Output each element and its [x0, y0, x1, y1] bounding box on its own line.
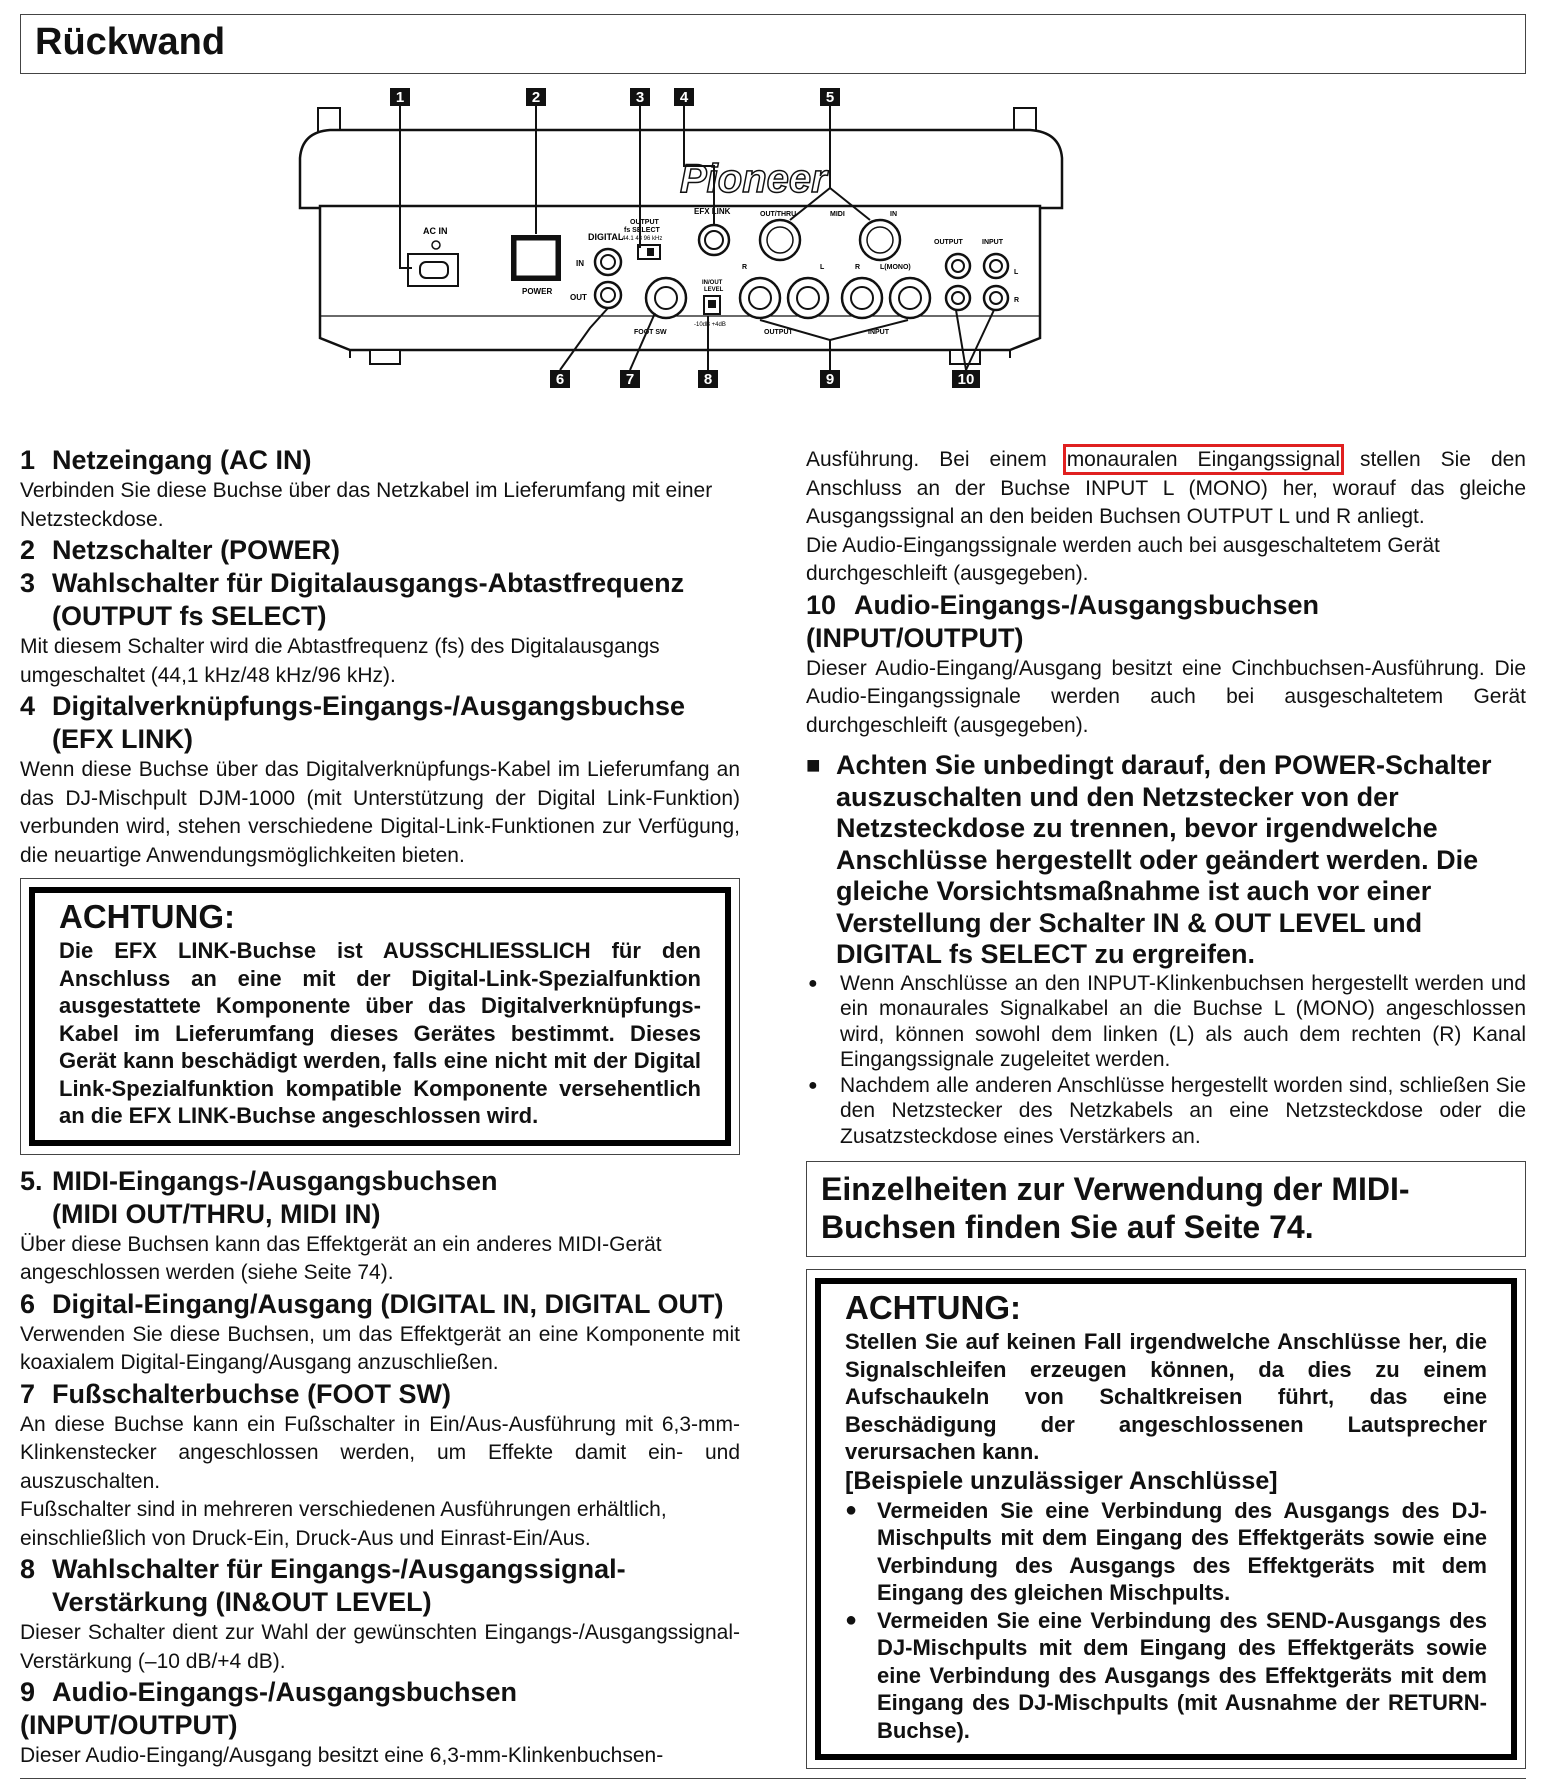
- label-midi-in: IN: [890, 211, 897, 218]
- heading-8-title: Wahlschalter für Eingangs-/Ausgangssignal-: [52, 1554, 626, 1584]
- power-notice: [806, 750, 1526, 971]
- label-digital-out: OUT: [570, 293, 587, 302]
- warning-title: ACHTUNG:: [59, 898, 235, 935]
- text-9-continued: [806, 446, 1526, 532]
- label-ac-in: AC IN: [423, 226, 448, 236]
- callout-6: 6: [555, 371, 565, 388]
- label-rca-output: OUTPUT: [934, 239, 963, 246]
- heading-6: [20, 1288, 740, 1321]
- title-box: [20, 14, 1526, 74]
- rear-panel-diagram: [290, 88, 1250, 438]
- left-column: [20, 444, 740, 1771]
- heading-9: [20, 1676, 740, 1742]
- square-bullet-icon: ■: [806, 752, 821, 779]
- callout-7: 7: [625, 371, 635, 388]
- text-9: Dieser Audio-Eingang/Ausgang besitzt eine 6,3-mm-Klinkenbuchsen-: [20, 1744, 664, 1767]
- heading-5: [20, 1165, 740, 1198]
- heading-7: [20, 1378, 740, 1411]
- text-8: Dieser Schalter dient zur Wahl der gewünschten Eingangs-/Ausgangssignal-Verstärkung (–10 dB/+4 dB).: [20, 1621, 740, 1673]
- label-digital-in: IN: [576, 259, 584, 268]
- list-item-text: Nachdem alle anderen Anschlüsse hergestellt worden sind, schließen Sie den Netzstecker des Netzkabels an eine Netzsteckdose oder die Zusatzsteckdose eines Verstärkers an.: [840, 1073, 1526, 1148]
- heading-2: [20, 534, 740, 567]
- heading-4-cont: (EFX LINK): [52, 724, 193, 754]
- bullet-icon: ●: [808, 1076, 818, 1094]
- callout-4: 4: [679, 89, 689, 106]
- heading-5-title: MIDI-Eingangs-/Ausgangsbuchsen: [52, 1165, 498, 1196]
- heading-3: [20, 567, 740, 600]
- heading-2-title: Netzschalter (POWER): [52, 535, 341, 565]
- brand-logo: Pioneer: [680, 157, 827, 201]
- heading-4-title: Digitalverknüpfungs-Eingangs-/Ausgangsbuchse: [52, 691, 686, 721]
- label-fs-output: OUTPUT: [630, 219, 659, 226]
- label-level: LEVEL: [704, 287, 724, 293]
- heading-3-cont: (OUTPUT fs SELECT): [52, 601, 327, 631]
- heading-8-cont: Verstärkung (IN&OUT LEVEL): [52, 1587, 432, 1617]
- examples-title: [Beispiele unzulässiger Anschlüsse]: [845, 1466, 1278, 1495]
- heading-4: [20, 690, 740, 723]
- callout-1: 1: [395, 89, 405, 106]
- text-3: Mit diesem Schalter wird die Abtastfrequenz (fs) des Digitalausgangs umgeschaltet (44,1 kHz/48 kHz/96 kHz).: [20, 635, 660, 687]
- text-5: Über diese Buchsen kann das Effektgerät an ein anderes MIDI-Gerät angeschlossen werden (siehe Seite 74).: [20, 1232, 662, 1284]
- list-item: [806, 1073, 1526, 1150]
- heading-5-number: 5.: [20, 1165, 43, 1196]
- heading-1: [20, 444, 740, 477]
- heading-6-number: 6: [20, 1288, 36, 1319]
- list-item-text: Vermeiden Sie eine Verbindung des SEND-Ausgangs des DJ-Mischpults mit dem Eingang des Effektgeräts sowie eine Verbindung des Ausgangs des Effektgeräts mit dem Eingang des DJ-Mischpults (mit Ausnahme der RETURN-Buchse).: [877, 1607, 1487, 1743]
- label-jack-lmono: L(MONO): [880, 264, 911, 271]
- page-title: Rückwand: [35, 21, 226, 63]
- label-jack-r2: R: [855, 264, 861, 271]
- label-jack-output: OUTPUT: [764, 329, 793, 336]
- label-rca-l: L: [1014, 269, 1019, 276]
- right-column: [806, 446, 1526, 1769]
- heading-10-title: Audio-Eingangs-/Ausgangsbuchsen (INPUT/OUTPUT): [806, 589, 1320, 653]
- callout-10: 10: [957, 371, 975, 388]
- bullet-icon: ●: [845, 1608, 858, 1631]
- label-rca-r: R: [1014, 297, 1020, 304]
- callout-2: 2: [531, 89, 541, 106]
- midi-reference-text: Einzelheiten zur Verwendung der MIDI-Buchsen finden Sie auf Seite 74.: [821, 1171, 1410, 1245]
- notes-list: [806, 971, 1526, 1150]
- label-jack-l: L: [820, 264, 825, 271]
- label-jack-r: R: [742, 264, 748, 271]
- label-foot-sw: FOOT SW: [634, 329, 667, 336]
- label-inout: IN/OUT: [702, 280, 723, 286]
- heading-10: [806, 589, 1526, 655]
- list-item: [806, 971, 1526, 1073]
- heading-8: [20, 1553, 740, 1586]
- midi-reference-box: [806, 1161, 1526, 1257]
- warning-title: ACHTUNG:: [845, 1289, 1021, 1326]
- heading-1-number: 1: [20, 445, 36, 475]
- heading-8-number: 8: [20, 1554, 36, 1584]
- heading-9-title: Audio-Eingangs-/Ausgangsbuchsen (INPUT/OUTPUT): [20, 1677, 518, 1740]
- label-jack-input: INPUT: [868, 329, 889, 336]
- warning-text: Die EFX LINK-Buchse ist AUSSCHLIESSLICH für den Anschluss an eine mit der Digital-Link-Spezialfunktion ausgestattete Komponente über das Digitalverknüpfungs-Kabel im Lieferumfang dieses Gerätes bestimmt. Dieses Gerät kann beschädigt werden, falls eine nicht mit der Digital Link-Spezialfunktion kompatible Komponente versehentlich an die EFX LINK-Buchse angeschlossen wird.: [59, 938, 701, 1128]
- label-midi: MIDI: [830, 211, 845, 218]
- heading-1-title: Netzeingang (AC IN): [52, 445, 312, 475]
- highlighted-phrase: monauralen Eingangssignal: [1066, 448, 1340, 471]
- warning-box-efx: [20, 878, 740, 1155]
- list-item-text: Vermeiden Sie eine Verbindung des Ausgangs des DJ-Mischpults mit dem Eingang des Effektgeräts sowie eine Verbindung des Ausgangs des Effektgeräts mit dem Eingang des gleichen Mischpults.: [877, 1497, 1487, 1605]
- heading-10-number: 10: [806, 589, 837, 620]
- label-digital: DIGITAL: [588, 232, 624, 242]
- bullet-icon: ●: [808, 974, 818, 992]
- warning-text: Stellen Sie auf keinen Fall irgendwelche Anschlüsse her, die Signalschleifen erzeugen können, da dies zu einem Aufschaukeln von Schaltkreisen führt, das eine Beschädigung der angeschlossenen Lautsprecher verursachen kann.: [845, 1329, 1487, 1464]
- heading-3-title: Wahlschalter für Digitalausgangs-Abtastfrequenz: [52, 568, 685, 598]
- text-6: Verwenden Sie diese Buchsen, um das Effektgerät an eine Komponente mit koaxialem Digital-Eingang/Ausgang anzuschließen.: [20, 1322, 740, 1374]
- callout-5: 5: [825, 89, 835, 106]
- label-fs-values: 44.1 48 96 kHz: [622, 236, 663, 242]
- heading-6-title: Digital-Eingang/Ausgang (DIGITAL IN, DIGITAL OUT): [52, 1288, 724, 1319]
- list-item: [845, 1497, 1487, 1607]
- label-midi-out: OUT/THRU: [760, 211, 797, 218]
- list-item-text: Wenn Anschlüsse an den INPUT-Klinkenbuchsen hergestellt werden und ein monaurales Signalkabel an die Buchse L (MONO) angeschlossen wird, können sowohl dem linken (L) als auch dem rechten (R) Kanal Eingangssignale zugeleitet werden.: [840, 971, 1526, 1071]
- label-power: POWER: [522, 287, 553, 296]
- callout-9: 9: [825, 371, 835, 388]
- heading-9-number: 9: [20, 1677, 36, 1707]
- callout-8: 8: [703, 371, 713, 388]
- warning-box-loops: [806, 1269, 1526, 1769]
- text-9-continued-2: Die Audio-Eingangssignale werden auch bei ausgeschaltetem Gerät durchgeschleift (ausgegeben).: [806, 533, 1440, 585]
- text-9-cont-a: Ausführung. Bei einem: [806, 448, 1067, 471]
- heading-7-number: 7: [20, 1378, 36, 1409]
- callout-3: 3: [635, 89, 645, 106]
- heading-7-title: Fußschalterbuchse (FOOT SW): [52, 1378, 452, 1409]
- list-item: [845, 1607, 1487, 1745]
- power-notice-text: Achten Sie unbedingt darauf, den POWER-Schalter auszuschalten und den Netzstecker von der Netzsteckdose zu trennen, bevor irgendwelche Anschlüsse hergestellt oder geändert werden. Die gleiche Vorsichtsmaßnahme ist auch vor einer Verstellung der Schalter IN & OUT LEVEL und DIGITAL fs SELECT zu ergreifen.: [836, 750, 1492, 969]
- heading-4-number: 4: [20, 691, 36, 721]
- text-10: Dieser Audio-Eingang/Ausgang besitzt eine Cinchbuchsen-Ausführung. Die Audio-Eingangssignale werden auch bei ausgeschaltetem Gerät durchgeschleift (ausgegeben).: [806, 656, 1526, 737]
- heading-2-number: 2: [20, 535, 36, 565]
- text-4: Wenn diese Buchse über das Digitalverknüpfungs-Kabel im Lieferumfang an das DJ-Mischpult DJM-1000 (mit Unterstützung der Digital Link-Funktion) verbunden wird, stehen verschiedene Digital-Link-Funktionen zur Verfügung, die neuartige Anwendungsmöglichkeiten bieten.: [20, 758, 740, 867]
- text-7a: An diese Buchse kann ein Fußschalter in Ein/Aus-Ausführung mit 6,3-mm-Klinkenstecker angeschlossen werden, um Effekte damit ein- und auszuschalten.: [20, 1412, 740, 1493]
- label-level-values: -10dB +4dB: [694, 322, 726, 328]
- bullet-icon: ●: [845, 1498, 858, 1521]
- heading-5-cont: (MIDI OUT/THRU, MIDI IN): [52, 1198, 381, 1229]
- label-rca-input: INPUT: [982, 239, 1003, 246]
- examples-list: [845, 1497, 1487, 1745]
- label-fs-select: fs SELECT: [624, 227, 660, 234]
- text-1: Verbinden Sie diese Buchse über das Netzkabel im Lieferumfang mit einer Netzsteckdose.: [20, 479, 713, 531]
- bottom-rule: [20, 1778, 1526, 1779]
- label-efx-link: EFX LINK: [694, 207, 731, 216]
- heading-3-number: 3: [20, 568, 36, 598]
- text-9-cont-b: stellen Sie den Anschluss an der Buchse INPUT L (MONO) her, worauf das gleiche Ausgangssignal an den beiden Buchsen OUTPUT L und R anliegt.: [806, 448, 1526, 528]
- text-7b: Fußschalter sind in mehreren verschiedenen Ausführungen erhältlich, einschließlich von Druck-Ein, Druck-Aus und Einrast-Ein/Aus.: [20, 1498, 667, 1550]
